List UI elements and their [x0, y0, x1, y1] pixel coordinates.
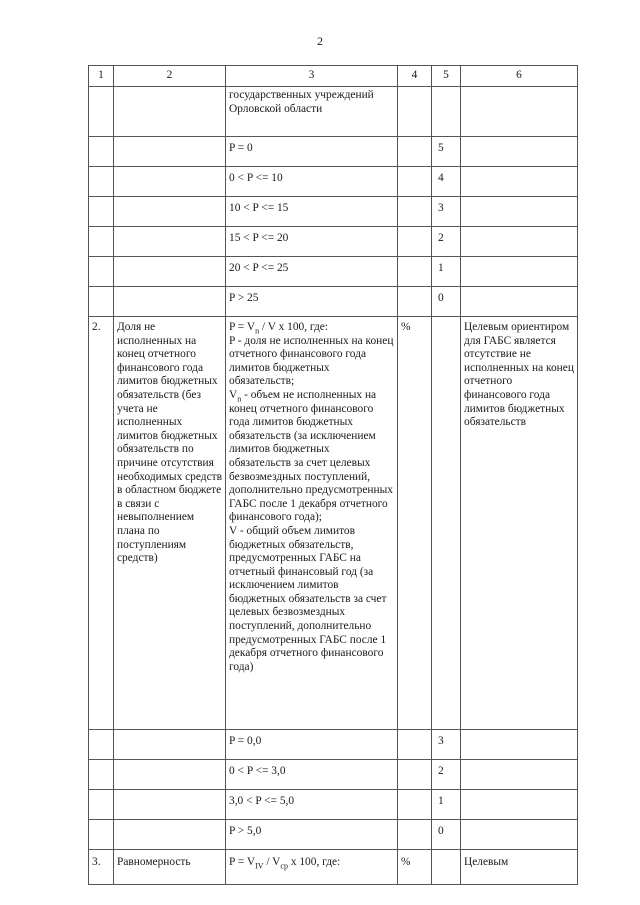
- cell-name: [114, 87, 226, 137]
- cell-name: [114, 287, 226, 317]
- cell-comment: [461, 730, 578, 760]
- cell-comment: [461, 227, 578, 257]
- indicator-3-comment: Целевым: [461, 850, 578, 885]
- cell-score: 1: [432, 257, 461, 287]
- indicator-2-formula-cell: [226, 317, 398, 730]
- cell-score: [432, 850, 461, 885]
- cell-unit: [398, 760, 432, 790]
- header-cell: 1: [89, 66, 114, 87]
- cell-score: 3: [432, 730, 461, 760]
- cell-unit: [398, 730, 432, 760]
- table-row: [89, 167, 578, 197]
- cell-unit: %: [398, 317, 432, 730]
- cell-num: [89, 227, 114, 257]
- cell-num: [89, 137, 114, 167]
- cell-unit: [398, 287, 432, 317]
- cell-formula: государственных учреждений Орловской области: [226, 87, 398, 137]
- cell-score: 1: [432, 790, 461, 820]
- cell-comment: [461, 137, 578, 167]
- definition-text: - объем не исполненных на конец отчетного финансового года лимитов бюджетных обязательств (за исключением лимитов бюджетных обязательств за счет целевых безвозмездных поступлений, дополнительно предусмотренных ГАБС после 1 декабря отчетного финансового года);: [229, 388, 393, 524]
- cell-num: [89, 197, 114, 227]
- cell-name: [114, 730, 226, 760]
- cell-comment: [461, 257, 578, 287]
- cell-unit: [398, 137, 432, 167]
- cell-num: [89, 730, 114, 760]
- indicator-3-name: Равномерность: [114, 850, 226, 885]
- indicator-2-formula: [229, 321, 394, 335]
- definition-v: V - общий объем лимитов бюджетных обязательств, предусмотренных ГАБС на отчетный финансовый год (за исключением лимитов бюджетных обязательств за счет целевых безвозмездных поступлений, дополнительно предусмотренных ГАБС после 1 декабря отчетного финансового года): [229, 524, 387, 673]
- cell-formula: P = 0: [226, 137, 398, 167]
- cell-name: [114, 257, 226, 287]
- cell-score: 0: [432, 287, 461, 317]
- cell-num: [89, 87, 114, 137]
- formula-text: / V x 100, где:: [259, 321, 329, 333]
- cell-comment: [461, 197, 578, 227]
- cell-score: 3: [432, 197, 461, 227]
- cell-comment: [461, 287, 578, 317]
- cell-comment: [461, 760, 578, 790]
- cell-name: [114, 227, 226, 257]
- table-row: [89, 197, 578, 227]
- formula-text: x 100, где:: [287, 856, 341, 868]
- cell-score: 4: [432, 167, 461, 197]
- cell-unit: [398, 790, 432, 820]
- cell-num: [89, 790, 114, 820]
- definition-vn: [229, 389, 394, 525]
- table-row: [89, 137, 578, 167]
- cell-num: [89, 820, 114, 850]
- cell-score: [432, 87, 461, 137]
- cell-formula: 15 < P <= 20: [226, 227, 398, 257]
- formula-text: P = V: [229, 321, 256, 333]
- table-row: [89, 820, 578, 850]
- header-cell: 3: [226, 66, 398, 87]
- cell-unit: [398, 820, 432, 850]
- cell-num: [89, 760, 114, 790]
- formula-text: V: [229, 388, 238, 401]
- cell-score: 2: [432, 227, 461, 257]
- formula-text: / V: [263, 856, 281, 868]
- formula-subscript: n: [255, 326, 260, 336]
- indicator-3-formula: [226, 850, 398, 885]
- cell-num: 3.: [89, 850, 114, 885]
- page-number: 2: [317, 34, 323, 48]
- cell-formula: P > 5,0: [226, 820, 398, 850]
- formula-text: P = V: [229, 856, 256, 868]
- table-row: [89, 227, 578, 257]
- header-row: [89, 66, 578, 87]
- cell-unit: [398, 257, 432, 287]
- indicator-2-name: Доля не исполненных на конец отчетного финансового года лимитов бюджетных обязательств (без учета не исполненных лимитов бюджетных обязательств по причине отсутствия необходимых средств в областном бюджете в связи с невыполнением плана по поступлениям средств): [114, 317, 226, 730]
- cell-name: [114, 167, 226, 197]
- header-cell: 2: [114, 66, 226, 87]
- cell-name: [114, 820, 226, 850]
- cell-formula: P > 25: [226, 287, 398, 317]
- cell-name: [114, 197, 226, 227]
- formula-subscript: n: [237, 394, 242, 404]
- indicator-2-comment: Целевым ориентиром для ГАБС является отсутствие не исполненных на конец отчетного финансового года лимитов бюджетных обязательств: [461, 317, 578, 730]
- cell-formula: 20 < P <= 25: [226, 257, 398, 287]
- cell-score: 0: [432, 820, 461, 850]
- formula-subscript: IV: [255, 861, 264, 871]
- cell-formula: P = 0,0: [226, 730, 398, 760]
- table-row: [89, 257, 578, 287]
- cell-score: [432, 317, 461, 730]
- header-cell: 6: [461, 66, 578, 87]
- cell-comment: [461, 790, 578, 820]
- table-row: [89, 287, 578, 317]
- cell-name: [114, 137, 226, 167]
- cell-comment: [461, 820, 578, 850]
- cell-formula: 3,0 < P <= 5,0: [226, 790, 398, 820]
- cell-formula: 0 < P <= 10: [226, 167, 398, 197]
- formula-subscript: ср: [280, 861, 288, 871]
- cell-score: 5: [432, 137, 461, 167]
- cell-unit: [398, 197, 432, 227]
- cell-unit: %: [398, 850, 432, 885]
- cell-name: [114, 790, 226, 820]
- cell-num: [89, 167, 114, 197]
- indicator-2-row: [89, 317, 578, 730]
- cell-num: 2.: [89, 317, 114, 730]
- table-row: [89, 790, 578, 820]
- cell-unit: [398, 87, 432, 137]
- table-row: [89, 730, 578, 760]
- cell-num: [89, 257, 114, 287]
- definition-p: P - доля не исполненных на конец отчетного финансового года лимитов бюджетных обязательств;: [229, 334, 394, 388]
- indicator-3-row: [89, 850, 578, 885]
- header-cell: 5: [432, 66, 461, 87]
- cell-num: [89, 287, 114, 317]
- cell-unit: [398, 227, 432, 257]
- cell-comment: [461, 87, 578, 137]
- cell-formula: 0 < P <= 3,0: [226, 760, 398, 790]
- cell-comment: [461, 167, 578, 197]
- table-row: [89, 760, 578, 790]
- cell-formula: 10 < P <= 15: [226, 197, 398, 227]
- cell-name: [114, 760, 226, 790]
- indicators-table: [88, 65, 578, 885]
- header-cell: 4: [398, 66, 432, 87]
- table-row: [89, 87, 578, 137]
- cell-unit: [398, 167, 432, 197]
- cell-score: 2: [432, 760, 461, 790]
